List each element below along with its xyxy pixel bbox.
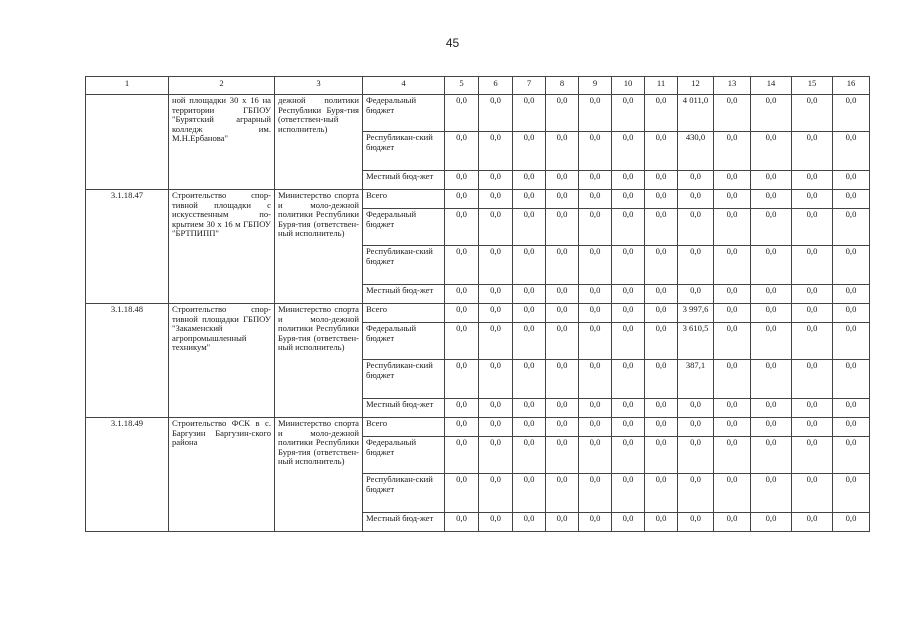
value-cell: 0,0	[645, 132, 678, 171]
item-code-cell: 3.1.18.49	[86, 418, 169, 532]
page-number: 45	[445, 36, 460, 50]
table-row	[86, 304, 870, 323]
value-cell: 0,0	[445, 171, 479, 190]
value-cell: 0,0	[546, 209, 579, 246]
value-cell: 3 610,5	[678, 323, 714, 360]
value-cell: 0,0	[513, 171, 546, 190]
funding-source-cell: Республикан-ский бюджет	[363, 360, 445, 399]
value-cell: 0,0	[579, 304, 612, 323]
value-cell: 0,0	[645, 360, 678, 399]
value-cell: 430,0	[678, 132, 714, 171]
value-cell: 0,0	[479, 95, 513, 132]
item-name-cell: Строительство спор-тивной площадки с искусственным по-крытием 30 х 16 м ГБПОУ "БРТПИПП"	[169, 190, 275, 304]
table-row	[86, 95, 870, 132]
value-cell: 0,0	[714, 190, 751, 209]
value-cell: 0,0	[479, 190, 513, 209]
value-cell: 0,0	[833, 285, 870, 304]
column-header: 11	[645, 77, 678, 95]
value-cell: 0,0	[445, 95, 479, 132]
value-cell: 0,0	[513, 132, 546, 171]
value-cell: 0,0	[714, 209, 751, 246]
value-cell: 0,0	[645, 95, 678, 132]
responsible-cell: дежной политики Республики Буря-тия (ответствен-ный исполнитель)	[275, 95, 363, 190]
value-cell: 0,0	[751, 513, 792, 532]
funding-source-cell: Республикан-ский бюджет	[363, 474, 445, 513]
table-body	[86, 95, 870, 532]
value-cell: 0,0	[479, 132, 513, 171]
value-cell: 0,0	[645, 474, 678, 513]
value-cell: 0,0	[546, 513, 579, 532]
value-cell: 0,0	[833, 95, 870, 132]
column-header: 15	[792, 77, 833, 95]
value-cell: 0,0	[645, 437, 678, 474]
column-header: 5	[445, 77, 479, 95]
value-cell: 0,0	[579, 418, 612, 437]
value-cell: 0,0	[792, 209, 833, 246]
value-cell: 0,0	[445, 418, 479, 437]
value-cell: 0,0	[479, 323, 513, 360]
value-cell: 0,0	[751, 474, 792, 513]
value-cell: 0,0	[751, 360, 792, 399]
value-cell: 0,0	[833, 304, 870, 323]
value-cell: 0,0	[833, 513, 870, 532]
value-cell: 0,0	[612, 437, 645, 474]
value-cell: 0,0	[479, 304, 513, 323]
value-cell: 0,0	[645, 513, 678, 532]
value-cell: 0,0	[579, 323, 612, 360]
value-cell: 0,0	[546, 360, 579, 399]
value-cell: 0,0	[479, 399, 513, 418]
value-cell: 0,0	[612, 360, 645, 399]
value-cell: 0,0	[678, 190, 714, 209]
value-cell: 0,0	[714, 474, 751, 513]
value-cell: 0,0	[445, 304, 479, 323]
value-cell: 0,0	[513, 513, 546, 532]
funding-source-cell: Всего	[363, 418, 445, 437]
value-cell: 0,0	[714, 132, 751, 171]
value-cell: 0,0	[751, 171, 792, 190]
value-cell: 3 997,6	[678, 304, 714, 323]
funding-source-cell: Республикан-ский бюджет	[363, 132, 445, 171]
value-cell: 0,0	[445, 209, 479, 246]
value-cell: 387,1	[678, 360, 714, 399]
value-cell: 0,0	[546, 437, 579, 474]
value-cell: 0,0	[579, 132, 612, 171]
value-cell: 0,0	[833, 418, 870, 437]
value-cell: 0,0	[678, 437, 714, 474]
value-cell: 0,0	[645, 285, 678, 304]
value-cell: 0,0	[546, 132, 579, 171]
value-cell: 0,0	[678, 209, 714, 246]
value-cell: 0,0	[751, 190, 792, 209]
value-cell: 0,0	[833, 399, 870, 418]
value-cell: 0,0	[445, 513, 479, 532]
value-cell: 0,0	[714, 246, 751, 285]
value-cell: 0,0	[645, 209, 678, 246]
column-header: 12	[678, 77, 714, 95]
value-cell: 0,0	[612, 513, 645, 532]
value-cell: 0,0	[792, 513, 833, 532]
value-cell: 0,0	[714, 285, 751, 304]
value-cell: 0,0	[833, 190, 870, 209]
value-cell: 0,0	[714, 171, 751, 190]
budget-table	[85, 76, 870, 532]
value-cell: 0,0	[714, 399, 751, 418]
value-cell: 0,0	[579, 95, 612, 132]
value-cell: 0,0	[645, 246, 678, 285]
value-cell: 0,0	[445, 360, 479, 399]
value-cell: 0,0	[751, 437, 792, 474]
value-cell: 0,0	[612, 399, 645, 418]
value-cell: 0,0	[751, 304, 792, 323]
value-cell: 0,0	[612, 418, 645, 437]
column-header: 13	[714, 77, 751, 95]
item-name-cell: ной площадки 30 х 16 на территории ГБПОУ "Бурятский аграрный колледж им. М.Н.Ербанова"	[169, 95, 275, 190]
funding-source-cell: Федеральный бюджет	[363, 209, 445, 246]
value-cell: 0,0	[714, 323, 751, 360]
value-cell: 0,0	[678, 285, 714, 304]
item-code-cell	[86, 95, 169, 190]
value-cell: 0,0	[546, 95, 579, 132]
item-code-cell: 3.1.18.48	[86, 304, 169, 418]
value-cell: 0,0	[792, 360, 833, 399]
value-cell: 0,0	[751, 132, 792, 171]
value-cell: 0,0	[513, 285, 546, 304]
value-cell: 0,0	[612, 323, 645, 360]
funding-source-cell: Федеральный бюджет	[363, 323, 445, 360]
value-cell: 0,0	[678, 418, 714, 437]
value-cell: 0,0	[645, 399, 678, 418]
table-row	[86, 190, 870, 209]
value-cell: 0,0	[546, 246, 579, 285]
column-header: 2	[169, 77, 275, 95]
table-row	[86, 418, 870, 437]
value-cell: 0,0	[792, 132, 833, 171]
value-cell: 0,0	[546, 190, 579, 209]
value-cell: 0,0	[546, 285, 579, 304]
item-code-cell: 3.1.18.47	[86, 190, 169, 304]
value-cell: 0,0	[445, 323, 479, 360]
value-cell: 0,0	[546, 474, 579, 513]
value-cell: 0,0	[792, 95, 833, 132]
value-cell: 0,0	[792, 437, 833, 474]
value-cell: 0,0	[579, 246, 612, 285]
value-cell: 0,0	[445, 246, 479, 285]
value-cell: 0,0	[833, 171, 870, 190]
value-cell: 0,0	[751, 399, 792, 418]
value-cell: 0,0	[579, 399, 612, 418]
funding-source-cell: Всего	[363, 304, 445, 323]
value-cell: 0,0	[751, 209, 792, 246]
column-header: 6	[479, 77, 513, 95]
value-cell: 0,0	[612, 474, 645, 513]
funding-source-cell: Федеральный бюджет	[363, 437, 445, 474]
value-cell: 0,0	[714, 513, 751, 532]
value-cell: 0,0	[833, 209, 870, 246]
value-cell: 0,0	[479, 513, 513, 532]
value-cell: 0,0	[645, 323, 678, 360]
value-cell: 0,0	[645, 171, 678, 190]
value-cell: 0,0	[833, 360, 870, 399]
value-cell: 0,0	[513, 437, 546, 474]
funding-source-cell: Всего	[363, 190, 445, 209]
value-cell: 0,0	[833, 246, 870, 285]
column-header: 7	[513, 77, 546, 95]
funding-source-cell: Местный бюд-жет	[363, 285, 445, 304]
value-cell: 4 011,0	[678, 95, 714, 132]
value-cell: 0,0	[579, 437, 612, 474]
value-cell: 0,0	[714, 418, 751, 437]
value-cell: 0,0	[445, 132, 479, 171]
value-cell: 0,0	[445, 474, 479, 513]
funding-source-cell: Республикан-ский бюджет	[363, 246, 445, 285]
value-cell: 0,0	[833, 132, 870, 171]
value-cell: 0,0	[579, 190, 612, 209]
value-cell: 0,0	[579, 171, 612, 190]
value-cell: 0,0	[751, 285, 792, 304]
value-cell: 0,0	[513, 418, 546, 437]
value-cell: 0,0	[445, 399, 479, 418]
column-header: 16	[833, 77, 870, 95]
column-header: 3	[275, 77, 363, 95]
value-cell: 0,0	[479, 437, 513, 474]
value-cell: 0,0	[678, 474, 714, 513]
value-cell: 0,0	[645, 418, 678, 437]
column-header: 1	[86, 77, 169, 95]
value-cell: 0,0	[579, 474, 612, 513]
column-header: 8	[546, 77, 579, 95]
value-cell: 0,0	[612, 304, 645, 323]
value-cell: 0,0	[833, 437, 870, 474]
value-cell: 0,0	[678, 399, 714, 418]
funding-source-cell: Федеральный бюджет	[363, 95, 445, 132]
value-cell: 0,0	[513, 360, 546, 399]
value-cell: 0,0	[445, 437, 479, 474]
value-cell: 0,0	[445, 285, 479, 304]
value-cell: 0,0	[612, 171, 645, 190]
value-cell: 0,0	[479, 209, 513, 246]
value-cell: 0,0	[714, 304, 751, 323]
value-cell: 0,0	[612, 132, 645, 171]
value-cell: 0,0	[445, 190, 479, 209]
value-cell: 0,0	[645, 304, 678, 323]
funding-source-cell: Местный бюд-жет	[363, 399, 445, 418]
value-cell: 0,0	[792, 171, 833, 190]
value-cell: 0,0	[479, 474, 513, 513]
value-cell: 0,0	[714, 360, 751, 399]
value-cell: 0,0	[833, 323, 870, 360]
responsible-cell: Министерство спорта и моло-дежной политики Республики Буря-тия (ответствен-ный исполнитель)	[275, 304, 363, 418]
value-cell: 0,0	[546, 418, 579, 437]
funding-source-cell: Местный бюд-жет	[363, 171, 445, 190]
value-cell: 0,0	[645, 190, 678, 209]
funding-source-cell: Местный бюд-жет	[363, 513, 445, 532]
value-cell: 0,0	[792, 246, 833, 285]
value-cell: 0,0	[612, 246, 645, 285]
item-name-cell: Строительство ФСК в с. Баргузин Баргузин-ского района	[169, 418, 275, 532]
value-cell: 0,0	[546, 323, 579, 360]
item-name-cell: Строительство спор-тивной площадки ГБПОУ "Закаменский агропромышленный техникум"	[169, 304, 275, 418]
value-cell: 0,0	[792, 304, 833, 323]
value-cell: 0,0	[513, 323, 546, 360]
value-cell: 0,0	[479, 246, 513, 285]
value-cell: 0,0	[792, 285, 833, 304]
value-cell: 0,0	[751, 418, 792, 437]
value-cell: 0,0	[751, 246, 792, 285]
value-cell: 0,0	[513, 95, 546, 132]
value-cell: 0,0	[751, 95, 792, 132]
value-cell: 0,0	[479, 171, 513, 190]
header-row	[86, 77, 870, 95]
value-cell: 0,0	[792, 323, 833, 360]
value-cell: 0,0	[513, 190, 546, 209]
value-cell: 0,0	[546, 304, 579, 323]
value-cell: 0,0	[792, 190, 833, 209]
value-cell: 0,0	[579, 209, 612, 246]
value-cell: 0,0	[678, 513, 714, 532]
value-cell: 0,0	[751, 323, 792, 360]
value-cell: 0,0	[612, 95, 645, 132]
value-cell: 0,0	[513, 209, 546, 246]
value-cell: 0,0	[612, 285, 645, 304]
value-cell: 0,0	[546, 171, 579, 190]
value-cell: 0,0	[792, 418, 833, 437]
value-cell: 0,0	[579, 360, 612, 399]
value-cell: 0,0	[714, 437, 751, 474]
value-cell: 0,0	[714, 95, 751, 132]
value-cell: 0,0	[513, 304, 546, 323]
value-cell: 0,0	[579, 513, 612, 532]
value-cell: 0,0	[479, 360, 513, 399]
value-cell: 0,0	[612, 209, 645, 246]
value-cell: 0,0	[678, 246, 714, 285]
value-cell: 0,0	[678, 171, 714, 190]
value-cell: 0,0	[546, 399, 579, 418]
value-cell: 0,0	[479, 418, 513, 437]
value-cell: 0,0	[513, 246, 546, 285]
value-cell: 0,0	[792, 474, 833, 513]
value-cell: 0,0	[479, 285, 513, 304]
value-cell: 0,0	[513, 474, 546, 513]
value-cell: 0,0	[579, 285, 612, 304]
responsible-cell: Министерство спорта и моло-дежной политики Республики Буря-тия (ответствен-ный исполнитель)	[275, 190, 363, 304]
value-cell: 0,0	[792, 399, 833, 418]
column-header: 4	[363, 77, 445, 95]
responsible-cell: Министерство спорта и моло-дежной политики Республики Буря-тия (ответствен-ный исполнитель)	[275, 418, 363, 532]
value-cell: 0,0	[833, 474, 870, 513]
value-cell: 0,0	[612, 190, 645, 209]
column-header: 14	[751, 77, 792, 95]
column-header: 10	[612, 77, 645, 95]
value-cell: 0,0	[513, 399, 546, 418]
column-header: 9	[579, 77, 612, 95]
